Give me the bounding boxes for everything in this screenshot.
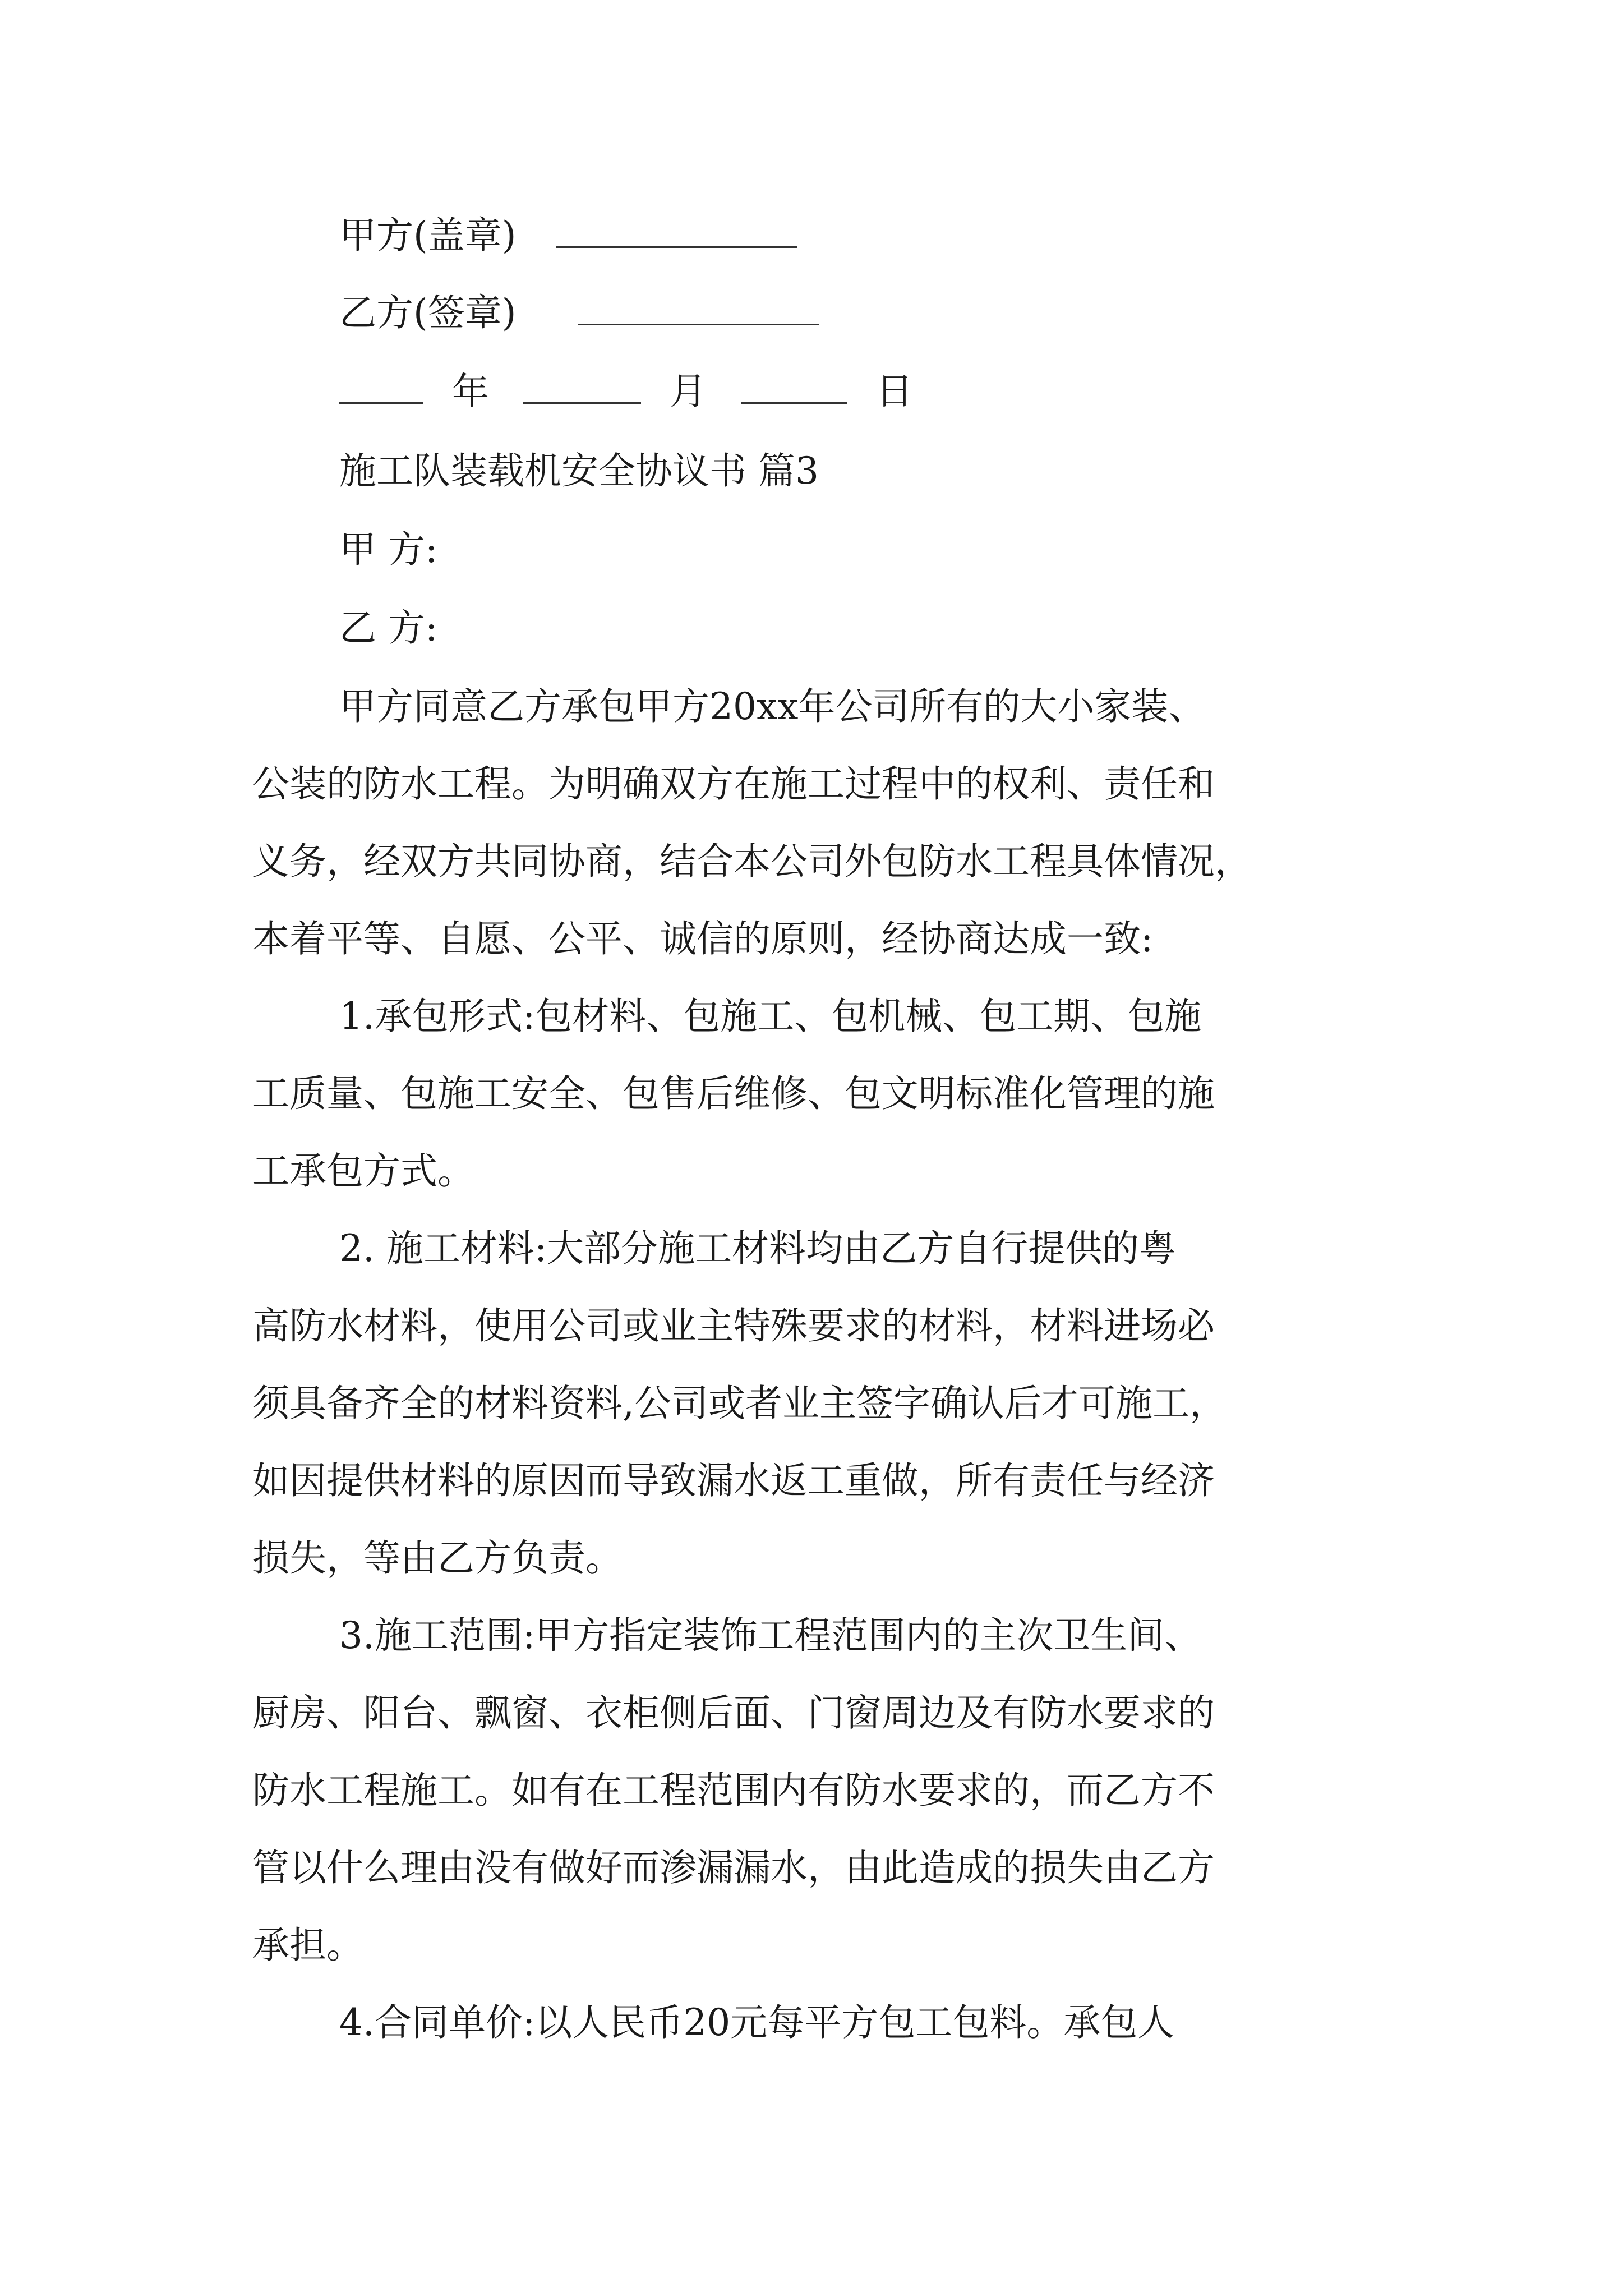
day-blank — [741, 371, 847, 404]
section-title: 施工队装载机安全协议书 篇3 — [339, 449, 819, 493]
item3-line-1: 3.施工范围:甲方指定装饰工程范围内的主次卫生间、 — [339, 1614, 1202, 1657]
item2-line-2: 高防水材料，使用公司或业主特殊要求的材料，材料进场必 — [252, 1304, 1215, 1347]
item4-line-1: 4.合同单价:以人民币20元每平方包工包料。承包人 — [339, 2001, 1175, 2044]
month-label: 月 — [669, 370, 707, 413]
year-label: 年 — [451, 370, 489, 413]
intro-line-2: 公装的防水工程。为明确双方在施工过程中的权利、责任和 — [252, 762, 1215, 806]
date-line — [339, 369, 913, 414]
item2-line-1: 2. 施工材料:大部分施工材料均由乙方自行提供的粤 — [339, 1227, 1177, 1270]
party-b-sign-line — [339, 291, 819, 335]
year-blank — [339, 371, 423, 404]
item2-line-5: 损失，等由乙方负责。 — [252, 1536, 623, 1580]
day-label: 日 — [875, 370, 913, 413]
month-blank — [523, 371, 641, 404]
item2-line-4: 如因提供材料的原因而导致漏水返工重做，所有责任与经济 — [252, 1459, 1215, 1502]
intro-line-4: 本着平等、自愿、公平、诚信的原则，经协商达成一致: — [252, 917, 1154, 960]
intro-line-3: 义务，经双方共同协商，结合本公司外包防水工程具体情况， — [252, 840, 1252, 883]
party-a-seal-blank — [556, 215, 797, 248]
item3-line-5: 承担。 — [252, 1924, 363, 1967]
party-a-seal-label: 甲方(盖章) — [339, 214, 517, 257]
item2-line-3: 须具备齐全的材料资料,公司或者业主签字确认后才可施工， — [252, 1382, 1227, 1425]
item3-line-4: 管以什么理由没有做好而渗漏漏水，由此造成的损失由乙方 — [252, 1846, 1215, 1889]
party-a-line: 甲 方: — [339, 528, 438, 571]
item3-line-2: 厨房、阳台、飘窗、衣柜侧后面、门窗周边及有防水要求的 — [252, 1691, 1215, 1734]
item1-line-2: 工质量、包施工安全、包售后维修、包文明标准化管理的施 — [252, 1072, 1215, 1115]
party-a-seal-line — [339, 213, 797, 258]
intro-line-1: 甲方同意乙方承包甲方20xx年公司所有的大小家装、 — [339, 685, 1206, 728]
item1-line-3: 工承包方式。 — [252, 1149, 474, 1193]
item1-line-1: 1.承包形式:包材料、包施工、包机械、包工期、包施 — [339, 995, 1202, 1038]
party-b-line: 乙 方: — [339, 606, 438, 650]
item3-line-3: 防水工程施工。如有在工程范围内有防水要求的，而乙方不 — [252, 1769, 1215, 1812]
party-b-sign-label: 乙方(签章) — [339, 291, 517, 334]
party-b-sign-blank — [578, 292, 819, 325]
